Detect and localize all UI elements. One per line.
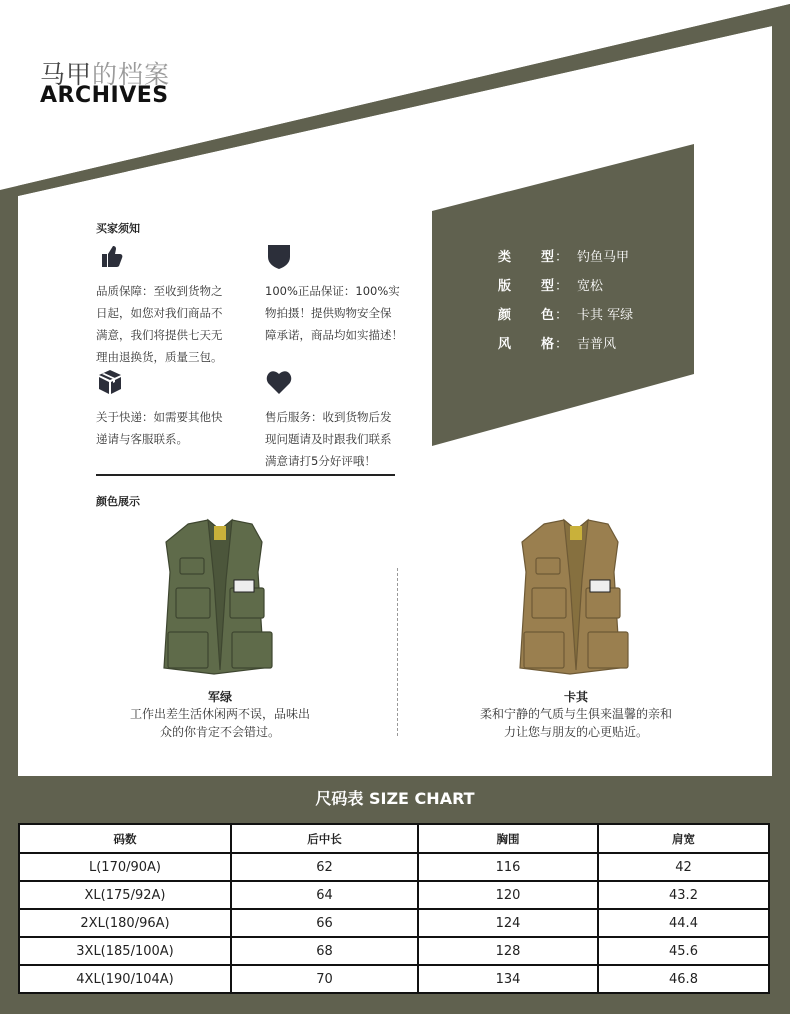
- cell-back-length: 70: [231, 965, 418, 993]
- cell-size: 3XL(185/100A): [19, 937, 231, 965]
- vest-khaki-image: [512, 518, 640, 678]
- notice-title: 买家须知: [96, 222, 140, 235]
- notice-after-sales: 售后服务：收到货物后发 现问题请及时跟我们联系 满意请打5分好评哦！: [265, 368, 415, 472]
- table-row: [19, 881, 769, 909]
- table-row: [19, 853, 769, 881]
- table-row: [19, 965, 769, 993]
- cell-chest: 116: [418, 853, 598, 881]
- header-size: 码数: [19, 824, 231, 853]
- color-name-khaki: 卡其: [563, 690, 588, 704]
- color-name-green: 军绿: [207, 690, 232, 704]
- cell-shoulder: 46.8: [598, 965, 769, 993]
- colors-title: 颜色展示: [96, 495, 140, 508]
- notice-divider: [96, 474, 395, 476]
- cell-chest: 134: [418, 965, 598, 993]
- cell-shoulder: 42: [598, 853, 769, 881]
- color-desc-khaki: 柔和宁静的气质与生俱来温馨的亲和 力让您与朋友的心更贴近。: [479, 707, 672, 739]
- header-shoulder: 肩宽: [598, 824, 769, 853]
- cell-size: XL(175/92A): [19, 881, 231, 909]
- size-chart-title: 尺码表 SIZE CHART: [315, 789, 475, 808]
- cell-shoulder: 45.6: [598, 937, 769, 965]
- header-chest: 胸围: [418, 824, 598, 853]
- cell-chest: 124: [418, 909, 598, 937]
- cell-size: 4XL(190/104A): [19, 965, 231, 993]
- header-back-length: 后中长: [231, 824, 418, 853]
- table-row: [19, 909, 769, 937]
- color-divider: [397, 568, 398, 736]
- notice-authentic: 100%正品保证：100%实 物拍摄！提供购物安全保 障承诺，商品均如实描述！: [265, 242, 415, 346]
- thumbs-up-icon: [96, 242, 124, 270]
- color-desc-green: 工作出差生活休闲两不误，品味出 众的你肯定不会错过。: [129, 707, 310, 739]
- table-header-row: [19, 824, 769, 853]
- vest-army-green-image: [156, 518, 284, 678]
- notice-quality: 品质保障：至收到货物之 日起，如您对我们商品不 满意，我们将提供七天无 理由退换货，质量三包。: [96, 242, 246, 368]
- cell-chest: 128: [418, 937, 598, 965]
- cell-size: L(170/90A): [19, 853, 231, 881]
- cell-back-length: 68: [231, 937, 418, 965]
- shield-icon: [265, 242, 293, 270]
- cell-back-length: 66: [231, 909, 418, 937]
- cell-shoulder: 44.4: [598, 909, 769, 937]
- table-row: [19, 937, 769, 965]
- archives-title-en: ARCHIVES: [40, 83, 169, 108]
- cell-size: 2XL(180/96A): [19, 909, 231, 937]
- cell-shoulder: 43.2: [598, 881, 769, 909]
- notice-shipping: 关于快递：如需要其他快 递请与客服联系。: [96, 368, 246, 450]
- box-icon: [96, 368, 124, 396]
- cell-chest: 120: [418, 881, 598, 909]
- archives-title-cn: 马甲的档案: [40, 60, 171, 89]
- heart-icon: [265, 368, 293, 396]
- cell-back-length: 64: [231, 881, 418, 909]
- cell-back-length: 62: [231, 853, 418, 881]
- size-chart-table: [18, 823, 770, 994]
